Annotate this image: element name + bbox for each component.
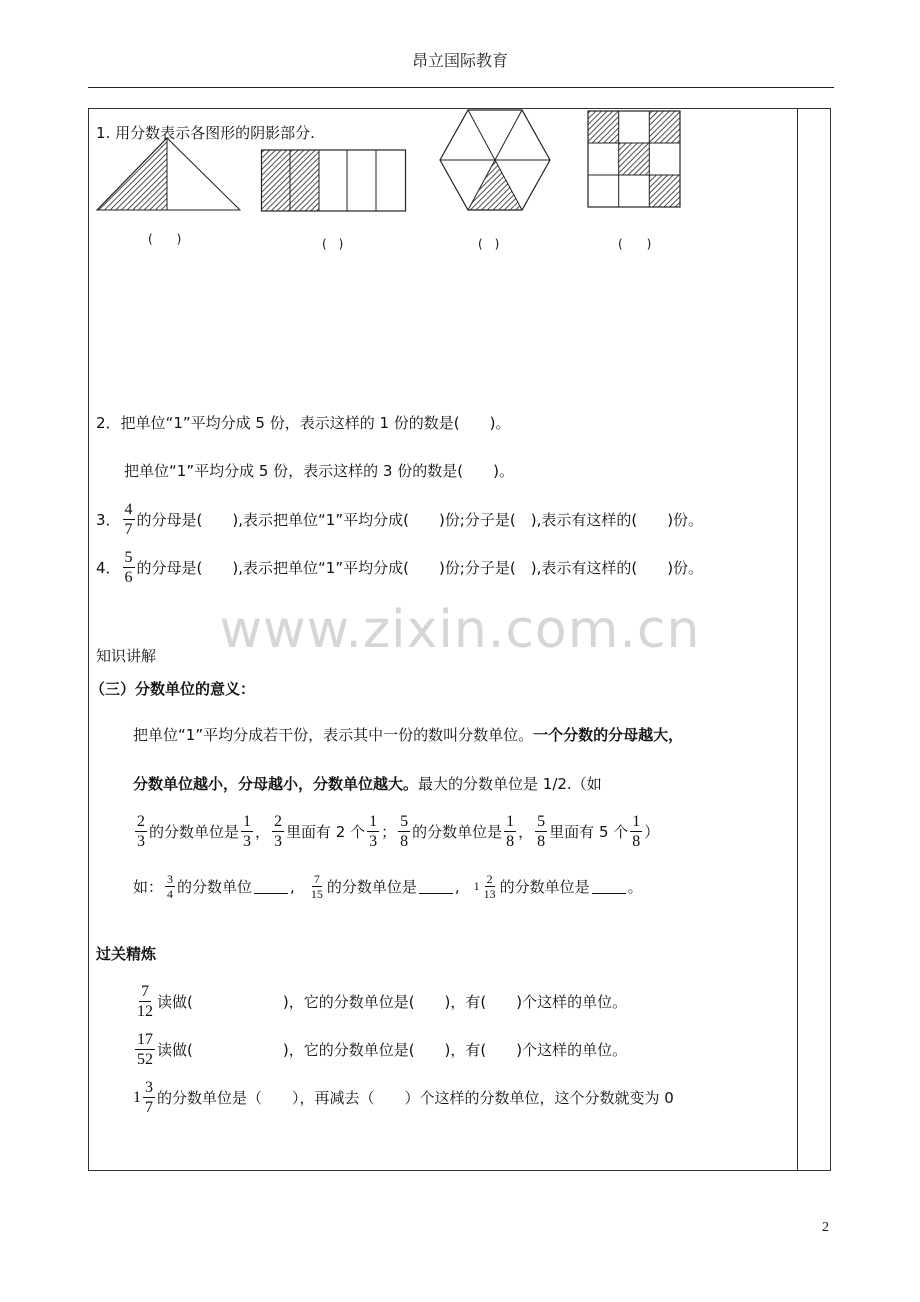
practice-1-text: 读做( )，它的分数单位是( )，有( )个这样的单位。 bbox=[157, 993, 628, 1011]
ex-f2-den: 3 bbox=[243, 833, 252, 850]
practice-3-whole: 1 bbox=[133, 1088, 141, 1106]
q1-answer-4: ( ) bbox=[618, 237, 652, 251]
page-number: 2 bbox=[822, 1220, 829, 1235]
ex-fraction-7 bbox=[535, 812, 547, 851]
ex-f5-den: 8 bbox=[400, 833, 409, 850]
header-rule bbox=[88, 87, 834, 88]
q3-denominator: 7 bbox=[124, 521, 133, 538]
ex-text-1: 的分数单位是 bbox=[149, 823, 240, 841]
ru-fraction-1 bbox=[165, 872, 175, 901]
ex-text-4: 里面有 5 个 bbox=[549, 823, 629, 841]
ru-end: 。 bbox=[627, 878, 643, 896]
ex-sep-2: ； bbox=[381, 823, 397, 841]
q3-numerator: 4 bbox=[124, 501, 133, 518]
knowledge-heading: 知识讲解 bbox=[96, 647, 157, 665]
practice-2-num: 17 bbox=[137, 1031, 153, 1048]
ex-f8-num: 1 bbox=[632, 813, 641, 830]
ru-f1-den: 4 bbox=[167, 887, 174, 901]
ex-f4-den: 3 bbox=[369, 833, 378, 850]
knowledge-para2-normal: 最大的分数单位是 1/2.（如 bbox=[418, 775, 602, 793]
q4-prefix: 4． bbox=[96, 559, 121, 577]
ru-blank-1[interactable] bbox=[254, 879, 288, 894]
q2-line-2: 把单位“1”平均分成 5 份，表示这样的 3 份的数是( )。 bbox=[124, 462, 514, 480]
practice-heading: 过关精炼 bbox=[96, 945, 157, 963]
ex-fraction-1 bbox=[135, 812, 147, 851]
ex-fraction-5 bbox=[398, 812, 410, 851]
ex-text-3: 的分数单位是 bbox=[412, 823, 503, 841]
ex-close: ） bbox=[644, 823, 660, 841]
practice-item-1 bbox=[133, 982, 627, 1021]
ex-fraction-2 bbox=[241, 812, 253, 851]
watermark: www.zixin.com.cn bbox=[219, 600, 701, 660]
q4-text: 的分母是( ),表示把单位“1”平均分成( )份;分子是( ),表示有这样的( )份。 bbox=[136, 559, 704, 577]
ex-sep-3: ， bbox=[518, 823, 534, 841]
ru-fraction-3 bbox=[482, 872, 498, 901]
q1-answer-1: ( ) bbox=[148, 232, 182, 246]
knowledge-para1-bold: 一个分数的分母越大， bbox=[533, 726, 684, 744]
q1-answer-2: ( ) bbox=[322, 237, 344, 251]
q4-line bbox=[96, 548, 703, 587]
q1-prompt: 1. 用分数表示各图形的阴影部分. bbox=[96, 124, 315, 142]
ex-fraction-8 bbox=[630, 812, 642, 851]
ex-f6-den: 8 bbox=[506, 833, 515, 850]
practice-3-text: 的分数单位是（ ），再减去（ ）个这样的分数单位，这个分数就变为 0 bbox=[157, 1089, 674, 1107]
ex-f3-num: 2 bbox=[274, 813, 283, 830]
knowledge-paragraph-2 bbox=[133, 773, 602, 794]
practice-item-2 bbox=[133, 1030, 627, 1069]
q4-numerator: 5 bbox=[124, 549, 133, 566]
ex-f2-num: 1 bbox=[243, 813, 252, 830]
ru-f3-num: 2 bbox=[486, 872, 493, 886]
practice-2-text: 读做( )，它的分数单位是( )，有( )个这样的单位。 bbox=[157, 1041, 628, 1059]
knowledge-para1-normal: 把单位“1”平均分成若干份，表示其中一份的数叫分数单位。 bbox=[133, 726, 534, 744]
ru-f2-den: 15 bbox=[310, 887, 323, 901]
ru-lead: 如： bbox=[133, 878, 164, 896]
knowledge-example-line bbox=[133, 812, 659, 851]
q1-answer-3: ( ) bbox=[478, 237, 500, 251]
practice-2-den: 52 bbox=[137, 1051, 153, 1068]
ru-f2-num: 7 bbox=[313, 872, 320, 886]
practice-3-fraction bbox=[143, 1078, 155, 1117]
ex-f7-num: 5 bbox=[537, 813, 546, 830]
ru-mixed-3 bbox=[474, 872, 500, 901]
ex-f7-den: 8 bbox=[537, 833, 546, 850]
practice-1-num: 7 bbox=[141, 983, 149, 1000]
ex-f3-den: 3 bbox=[274, 833, 283, 850]
q4-denominator: 6 bbox=[124, 569, 133, 586]
ex-f1-den: 3 bbox=[137, 833, 145, 850]
figure-grid bbox=[586, 109, 682, 209]
ru-text-1: 的分数单位 bbox=[177, 878, 253, 896]
practice-3-mixed bbox=[133, 1078, 157, 1117]
q3-text: 的分母是( ),表示把单位“1”平均分成( )份;分子是( ),表示有这样的( )份。 bbox=[136, 511, 704, 529]
ex-f6-num: 1 bbox=[506, 813, 515, 830]
q2-line-1: 2．把单位“1”平均分成 5 份，表示这样的 1 份的数是( )。 bbox=[96, 414, 511, 432]
q3-fraction bbox=[123, 500, 135, 539]
practice-3-num: 3 bbox=[145, 1079, 153, 1096]
q3-line bbox=[96, 500, 703, 539]
practice-item-3 bbox=[133, 1078, 674, 1117]
ru-blank-2[interactable] bbox=[419, 879, 453, 894]
ex-fraction-3 bbox=[272, 812, 284, 851]
knowledge-para2-bold: 分数单位越小，分母越小，分数单位越大。 bbox=[133, 775, 419, 793]
ex-f8-den: 8 bbox=[632, 833, 641, 850]
ru-m3-whole: 1 bbox=[473, 879, 480, 893]
figure-rectangle bbox=[260, 148, 408, 214]
ru-text-3: 的分数单位是 bbox=[499, 878, 590, 896]
ru-blank-3[interactable] bbox=[592, 879, 626, 894]
practice-3-den: 7 bbox=[145, 1099, 153, 1116]
header-title: 昂立国际教育 bbox=[411, 51, 508, 70]
ex-f1-num: 2 bbox=[137, 813, 145, 830]
ex-text-2: 里面有 2 个 bbox=[286, 823, 366, 841]
ex-fraction-6 bbox=[504, 812, 516, 851]
ex-f5-num: 5 bbox=[400, 813, 409, 830]
q3-prefix: 3． bbox=[96, 511, 121, 529]
knowledge-section-title: （三）分数单位的意义： bbox=[90, 680, 256, 698]
ru-text-2: 的分数单位是 bbox=[326, 878, 417, 896]
figure-triangle bbox=[94, 135, 244, 215]
practice-2-fraction bbox=[135, 1030, 155, 1069]
ex-f4-num: 1 bbox=[369, 813, 378, 830]
ru-f3-den: 13 bbox=[483, 887, 496, 901]
practice-1-den: 12 bbox=[137, 1003, 153, 1020]
ex-fraction-4 bbox=[367, 812, 379, 851]
ru-f1-num: 3 bbox=[167, 872, 174, 886]
figure-hexagon bbox=[436, 108, 554, 214]
practice-1-fraction bbox=[135, 982, 155, 1021]
ru-fraction-2 bbox=[309, 872, 325, 901]
q4-fraction bbox=[123, 548, 135, 587]
ex-sep-1: ， bbox=[255, 823, 271, 841]
knowledge-ru-line: 如： $\frac{3}{4}$ 的分数单位 , $\frac{7}{15}$ 的分数单位是 , 1 $\frac{2}{13}$ 的分数单位是 。 bbox=[133, 872, 643, 901]
knowledge-paragraph-1 bbox=[133, 724, 683, 745]
